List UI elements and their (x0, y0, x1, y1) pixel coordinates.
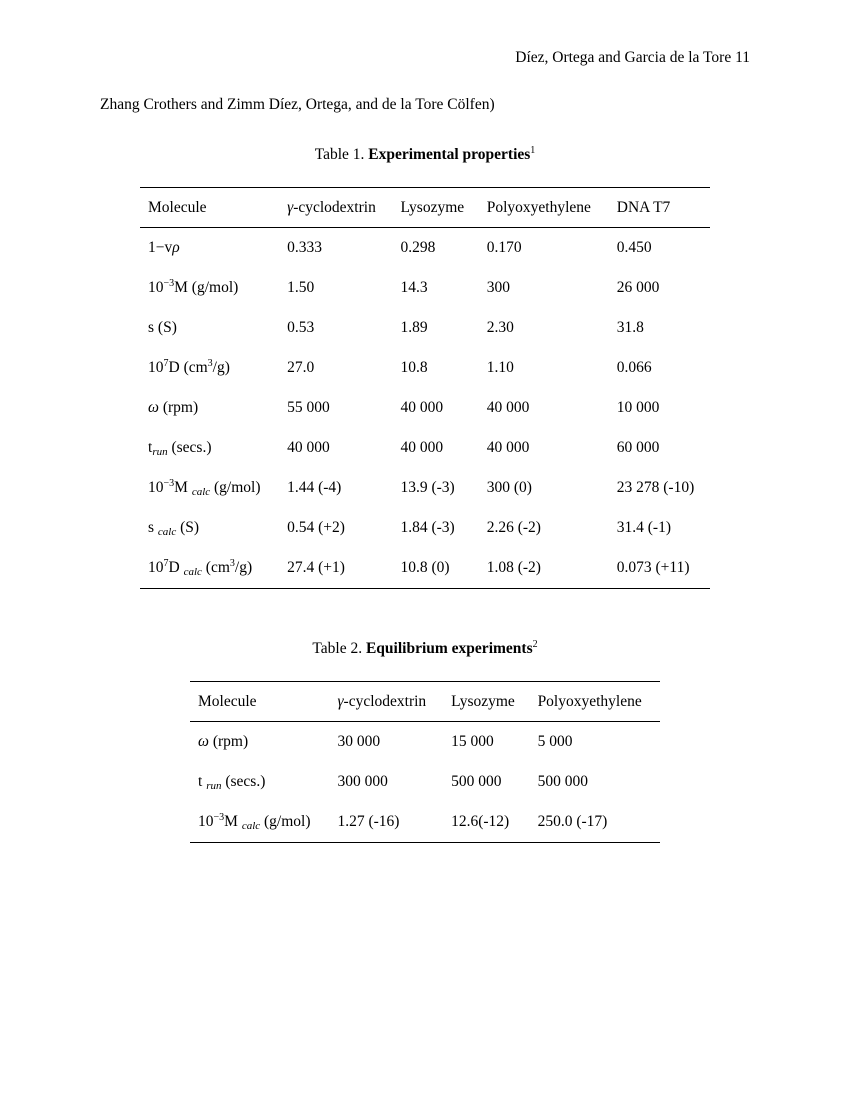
table2-caption-note: 2 (532, 639, 538, 650)
table-cell: 1.89 (400, 319, 428, 336)
table-cell: 10.8 (0) (400, 559, 450, 576)
table2-col-lysozyme: Lysozyme (451, 692, 515, 710)
table1-caption-prefix: Table 1. (314, 146, 369, 163)
table-cell: 40 000 (486, 439, 530, 456)
table-cell: 5 000 (537, 733, 573, 750)
table-cell: 26 000 (616, 279, 660, 296)
table-cell: 10.8 (400, 359, 428, 376)
row-label: 1−vρ (148, 239, 180, 256)
table-cell: 1.50 (287, 279, 315, 296)
table-cell: 0.333 (287, 239, 322, 256)
table-row (140, 268, 710, 308)
table-cell: 60 000 (616, 439, 660, 456)
table-cell: 30 000 (337, 733, 381, 750)
table2 (190, 681, 660, 843)
table-row (190, 802, 660, 843)
table-cell: 1.08 (-2) (486, 559, 541, 576)
table-cell: 55 000 (287, 399, 330, 416)
table-cell: 31.4 (-1) (616, 519, 672, 536)
table-cell: 1.27 (-16) (337, 813, 400, 830)
table-cell: 300 000 (337, 773, 388, 790)
table-cell: 1.84 (-3) (400, 519, 455, 536)
table-row (140, 228, 710, 269)
table-cell: 0.53 (287, 319, 315, 336)
table1-caption-title: Experimental properties (368, 146, 531, 163)
row-label: s (S) (148, 319, 177, 336)
row-label: $10^7D$ $(cm^3/g)$ (148, 358, 230, 376)
table1-caption (0, 146, 850, 164)
table-cell: 27.4 (+1) (287, 559, 345, 576)
table-cell: 1.44 (-4) (287, 479, 342, 496)
table-cell: 0.066 (616, 359, 652, 376)
table-cell: 0.298 (400, 239, 436, 256)
intro-text: Zhang Crothers and Zimm Díez, Ortega, and de la Tore Cölfen) (100, 96, 495, 113)
table1-header-row (140, 188, 710, 228)
col-label: -cyclodextrin (293, 198, 376, 216)
table2-col-polyoxyethylene: Polyoxyethylene (537, 692, 642, 710)
table-cell: 27.0 (287, 359, 315, 376)
table2-header-row (190, 682, 660, 722)
table-cell: 31.8 (616, 319, 644, 336)
row-label: $10^{-3}M$ (g/mol) (148, 278, 239, 296)
row-label: ω (rpm) (198, 733, 249, 750)
table-cell: 0.170 (486, 239, 522, 256)
table1-caption-note: 1 (530, 145, 536, 156)
table-cell: 13.9 (-3) (400, 479, 455, 496)
running-header: Díez, Ortega and Garcia de la Tore 11 (515, 49, 750, 66)
table2-col-cyclodextrin (329, 682, 443, 722)
table1-col-cyclodextrin (279, 188, 392, 228)
table-cell: 0.450 (616, 239, 652, 256)
table-cell: 14.3 (400, 279, 428, 296)
row-label: ω (rpm) (148, 399, 199, 416)
table-cell: 2.30 (486, 319, 514, 336)
row-label: $10^{-3}M$ calc (g/mol) (198, 812, 311, 832)
table-cell: 1.10 (486, 359, 514, 376)
table-cell: 250.0 (-17) (537, 813, 608, 830)
table-row (140, 548, 710, 589)
table-row (140, 308, 710, 348)
table-cell: 0.54 (+2) (287, 519, 345, 536)
table1-col-dna-t7: DNA T7 (616, 198, 671, 216)
table-cell: 0.073 (+11) (616, 559, 690, 576)
row-label: $10^7D$ calc $(cm^3/g)$ (148, 558, 253, 578)
row-label: s calc (S) (148, 519, 200, 538)
table-row (190, 762, 660, 802)
table-cell: 500 000 (537, 773, 588, 790)
col-label: -cyclodextrin (343, 692, 427, 710)
table-cell: 40 000 (400, 439, 444, 456)
gamma-symbol: γ (287, 198, 294, 216)
table-cell: 40 000 (400, 399, 444, 416)
table-cell: 300 (486, 279, 510, 296)
table-row (140, 348, 710, 388)
table-row (140, 468, 710, 508)
table1-col-polyoxyethylene: Polyoxyethylene (486, 198, 591, 216)
row-label: t run (secs.) (198, 773, 266, 792)
table-cell: 10 000 (616, 399, 660, 416)
row-label: trun (secs.) (148, 439, 212, 458)
table-cell: 40 000 (287, 439, 330, 456)
table1-col-molecule: Molecule (148, 198, 207, 216)
table1 (140, 187, 710, 589)
table-cell: 40 000 (486, 399, 530, 416)
table-cell: 300 (0) (486, 479, 532, 496)
table-cell: 500 000 (451, 773, 502, 790)
table-row (140, 508, 710, 548)
table-cell: 2.26 (-2) (486, 519, 541, 536)
table-row (140, 388, 710, 428)
table2-caption-prefix: Table 2. (312, 640, 366, 657)
row-label: $10^{-3}M$ calc (g/mol) (148, 478, 261, 498)
table-cell: 23 278 (-10) (616, 479, 695, 496)
table-cell: 15 000 (451, 733, 494, 750)
table-cell: 12.6(-12) (451, 813, 510, 830)
gamma-symbol: γ (337, 692, 344, 710)
table1-col-lysozyme: Lysozyme (400, 198, 465, 216)
table2-col-molecule: Molecule (198, 692, 257, 710)
table2-caption (0, 640, 850, 658)
table-row (190, 722, 660, 763)
table2-caption-title: Equilibrium experiments (365, 640, 533, 657)
table-row (140, 428, 710, 468)
